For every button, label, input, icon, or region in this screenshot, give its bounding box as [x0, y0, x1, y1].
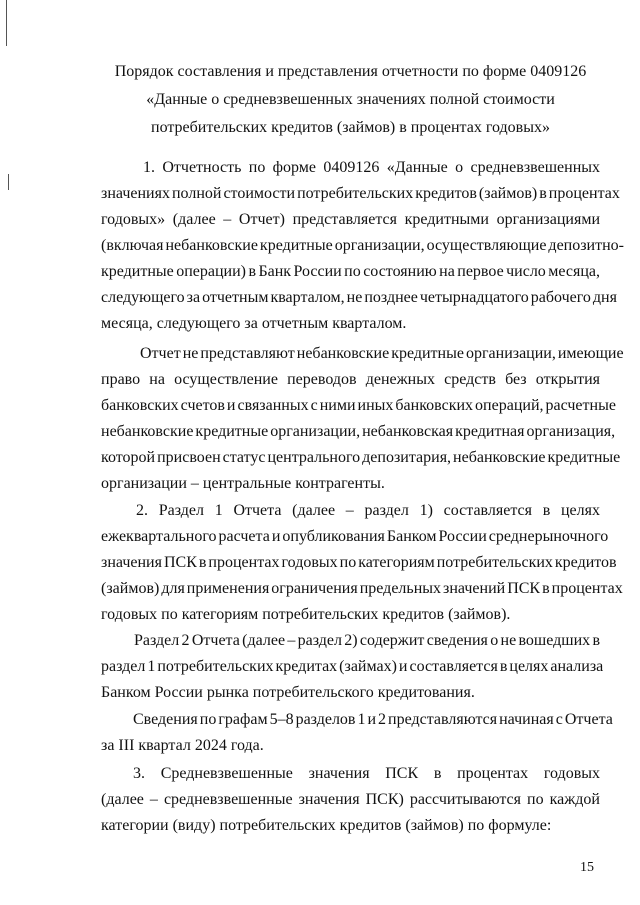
text-line: 3. Средневзвешенные значения ПСК в процентах годовых [133, 765, 600, 782]
text-line: (далее – средневзвешенные значения ПСК) рассчитываются по каждой [101, 791, 600, 808]
text-line: 2. Раздел 1 Отчета (далее – раздел 1) составляется в целях [136, 502, 600, 519]
text-line: которой присвоен статус центрального депозитария, небанковские кредитные [101, 449, 621, 466]
title-line: «Данные о средневзвешенных значениях полной стоимости [146, 91, 555, 108]
text-line: месяца, следующего за отчетным кварталом. [101, 315, 407, 332]
text-line: раздел 1 потребительских кредитах (займах) и составляется в целях анализа [101, 658, 604, 675]
text-line: следующего за отчетным кварталом, не позднее четырнадцатого рабочего дня [101, 289, 617, 306]
text-line: значениях полной стоимости потребительских кредитов (займов) в процентах [101, 185, 620, 202]
text-line: банковских счетов и связанных с ними иных банковских операций, расчетные [101, 397, 616, 414]
text-line: годовых» (далее – Отчет) представляется кредитными организациями [101, 211, 600, 228]
text-line: Банком России рынка потребительского кредитования. [101, 684, 475, 701]
text-line: 1. Отчетность по форме 0409126 «Данные о средневзвешенных [143, 159, 600, 176]
text-line: годовых по категориям потребительских кредитов (займов). [101, 606, 511, 623]
text-line: Раздел 2 Отчета (далее – раздел 2) содержит сведения о не вошедших в [134, 632, 601, 649]
text-line: Отчет не представляют небанковские кредитные организации, имеющие [140, 345, 624, 362]
text-line: значения ПСК в процентах годовых по категориям потребительских кредитов [101, 554, 617, 571]
text-line: право на осуществление переводов денежных средств без открытия [101, 371, 600, 388]
scan-edge-mark [6, 0, 7, 46]
title-line: Порядок составления и представления отчетности по форме 0409126 [114, 63, 587, 80]
text-line: небанковские кредитные организации, небанковская кредитная организация, [101, 423, 616, 440]
scan-edge-mark [8, 174, 9, 190]
text-line: Сведения по графам 5–8 разделов 1 и 2 представляются начиная с Отчета [133, 711, 613, 728]
page-number: 15 [580, 860, 594, 875]
text-line: категории (виду) потребительских кредитов (займов) по формуле: [101, 817, 552, 834]
text-line: ежеквартального расчета и опубликования Банком России среднерыночного [101, 528, 609, 545]
text-line: (займов) для применения ограничения предельных значений ПСК в процентах [101, 580, 623, 597]
text-line: за III квартал 2024 года. [101, 737, 264, 754]
title-line: потребительских кредитов (займов) в процентах годовых» [151, 119, 550, 136]
text-line: (включая небанковские кредитные организации, осуществляющие депозитно- [101, 237, 624, 254]
text-line: организации – центральные контрагенты. [101, 475, 385, 492]
text-line: кредитные операции) в Банк России по состоянию на первое число месяца, [101, 263, 601, 280]
